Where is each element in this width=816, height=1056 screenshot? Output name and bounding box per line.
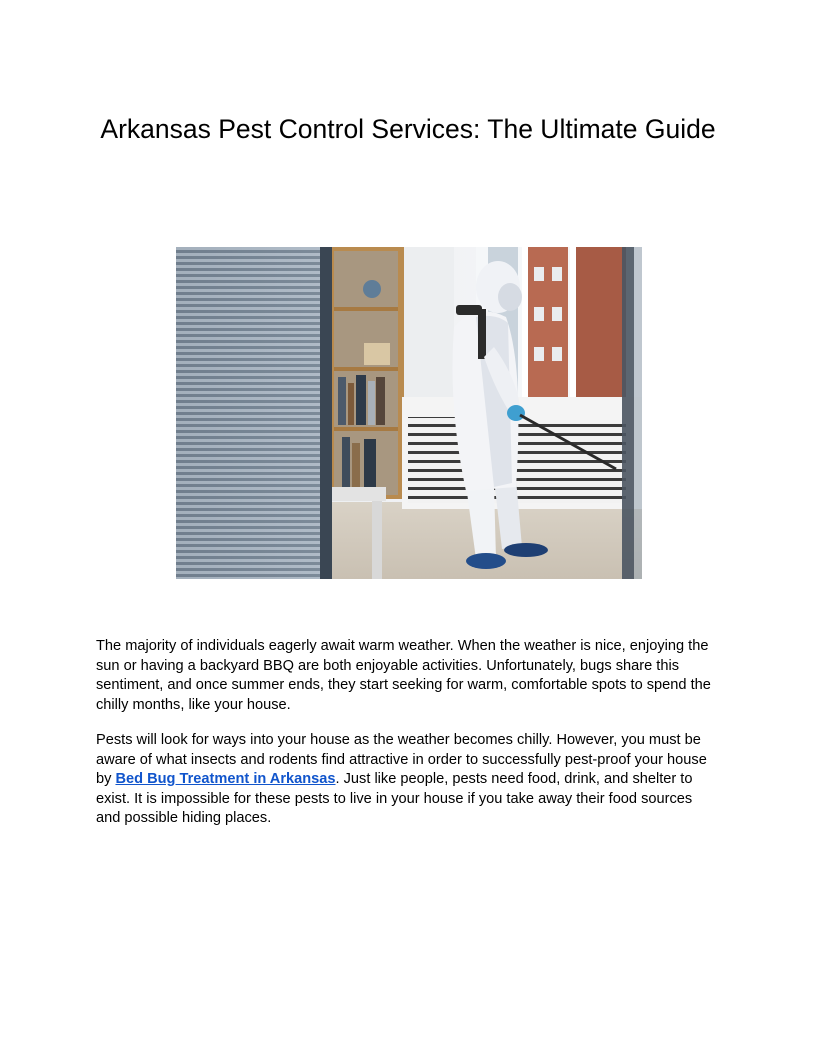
- paragraph-intro: The majority of individuals eagerly await warm weather. When the weather is nice, enjoying the sun or having a backyard BBQ are both enjoyable activities. Unfortunately, bugs share this sentiment, and once summer ends, they start seeking for warm, comfortable spots to spend the chilly months, like your house.: [96, 638, 711, 713]
- bed-bug-treatment-link[interactable]: Bed Bug Treatment in Arkansas: [115, 771, 336, 787]
- paragraph-pests: [96, 731, 720, 829]
- paragraph-pests-text-before: Pests will look for ways into your house as the weather becomes chilly. However, you must be aware of what insects and rodents find attractive in order to successfully pest-proof your house by: [96, 732, 707, 787]
- document-title: Arkansas Pest Control Services: The Ultimate Guide: [100, 114, 716, 144]
- paragraph-pests-text-after: . Just like people, pests need food, drink, and shelter to exist. It is impossible for these pests to live in your house if you take away their food sources and possible hiding places.: [96, 771, 693, 826]
- pest-control-photo: [176, 247, 642, 579]
